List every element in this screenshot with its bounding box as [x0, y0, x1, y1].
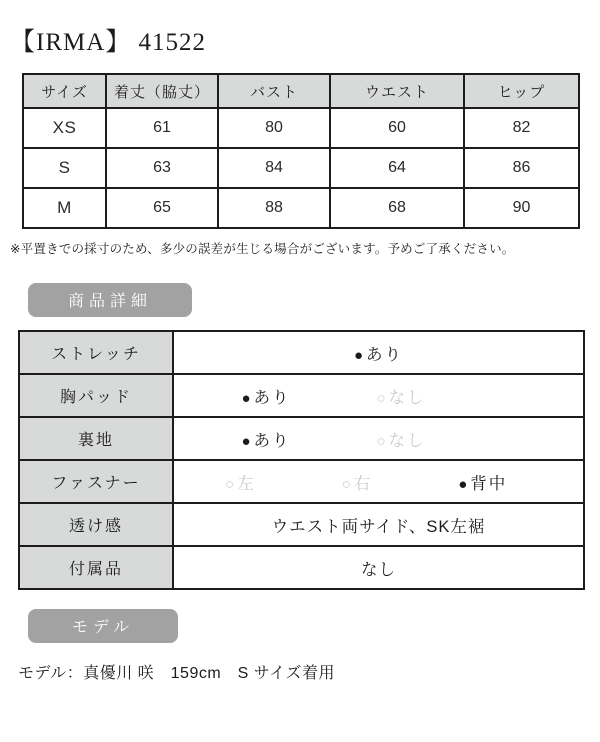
empty-circle-icon: ○ — [225, 475, 235, 493]
option-label: あり — [253, 431, 291, 450]
size-chart-table — [22, 73, 580, 229]
options-group — [199, 427, 469, 451]
section-header-model: モデル — [28, 609, 178, 643]
options-group — [174, 341, 583, 365]
details-row — [19, 546, 584, 589]
size-value-cell: 60 — [330, 108, 464, 148]
size-value-cell: 68 — [330, 188, 464, 228]
option-selected — [458, 470, 507, 494]
filled-circle-icon: ● — [241, 389, 251, 407]
details-label-cell: 付属品 — [19, 546, 173, 589]
filled-circle-icon: ● — [353, 346, 364, 364]
details-row — [19, 331, 584, 374]
filled-circle-icon: ● — [458, 475, 468, 493]
size-name-cell: M — [23, 188, 106, 228]
size-column-header: ヒップ — [464, 74, 579, 108]
details-row — [19, 374, 584, 417]
details-label-cell: ファスナー — [19, 460, 173, 503]
details-value-cell — [173, 331, 584, 374]
option-label: 背中 — [470, 474, 508, 493]
filled-circle-icon: ● — [241, 432, 251, 450]
details-value-cell — [173, 503, 584, 546]
size-chart-header-row — [23, 74, 579, 108]
details-value-cell — [173, 460, 584, 503]
size-table-row — [23, 188, 579, 228]
size-table-row — [23, 108, 579, 148]
product-details-table — [18, 330, 585, 590]
details-value-cell — [173, 417, 584, 460]
details-label-cell: 透け感 — [19, 503, 173, 546]
option-unselected — [376, 427, 425, 451]
size-value-cell: 63 — [106, 148, 218, 188]
size-value-cell: 82 — [464, 108, 579, 148]
details-value-cell — [173, 546, 584, 589]
option-label: 左 — [237, 474, 256, 493]
option-unselected — [342, 470, 373, 494]
size-value-cell: 86 — [464, 148, 579, 188]
size-value-cell: 90 — [464, 188, 579, 228]
measurement-disclaimer-note: ※平置きでの採寸のため、多少の誤差が生じる場合がございます。予めご了承ください。 — [10, 242, 515, 256]
option-label: あり — [366, 345, 404, 364]
option-selected — [241, 384, 290, 408]
option-selected — [354, 341, 403, 365]
details-row — [19, 417, 584, 460]
size-value-cell: 84 — [218, 148, 330, 188]
size-value-cell: 88 — [218, 188, 330, 228]
option-label: 右 — [353, 474, 373, 493]
details-value-cell — [173, 374, 584, 417]
size-name-cell: S — [23, 148, 106, 188]
option-label: なし — [388, 388, 426, 407]
option-label: なし — [388, 431, 426, 450]
size-column-header: 着丈（脇丈） — [106, 74, 218, 108]
options-group — [182, 470, 550, 494]
size-column-header: ウエスト — [330, 74, 464, 108]
details-label-cell: 裏地 — [19, 417, 173, 460]
option-label: あり — [253, 388, 291, 407]
size-value-cell: 61 — [106, 108, 218, 148]
size-name-cell: XS — [23, 108, 106, 148]
details-label-cell: 胸パッド — [19, 374, 173, 417]
product-title: 【IRMA】 41522 — [10, 29, 207, 56]
size-value-cell: 64 — [330, 148, 464, 188]
details-value-text: なし — [361, 560, 396, 579]
options-group — [199, 384, 469, 408]
details-value-text: ウエスト両サイド、SK左裾 — [271, 517, 486, 536]
option-unselected — [225, 470, 256, 494]
empty-circle-icon: ○ — [341, 475, 351, 493]
size-value-cell: 65 — [106, 188, 218, 228]
option-selected — [241, 427, 290, 451]
details-label-cell: ストレッチ — [19, 331, 173, 374]
size-value-cell: 80 — [218, 108, 330, 148]
size-column-header: サイズ — [23, 74, 106, 108]
section-header-product-details: 商品詳細 — [28, 283, 192, 317]
size-table-row — [23, 148, 579, 188]
details-row — [19, 503, 584, 546]
option-unselected — [376, 384, 425, 408]
details-row — [19, 460, 584, 503]
empty-circle-icon: ○ — [376, 432, 386, 450]
empty-circle-icon: ○ — [376, 389, 386, 407]
model-info-line: モデル：真優川 咲 159cm S サイズ着用 — [18, 665, 336, 682]
size-column-header: バスト — [218, 74, 330, 108]
